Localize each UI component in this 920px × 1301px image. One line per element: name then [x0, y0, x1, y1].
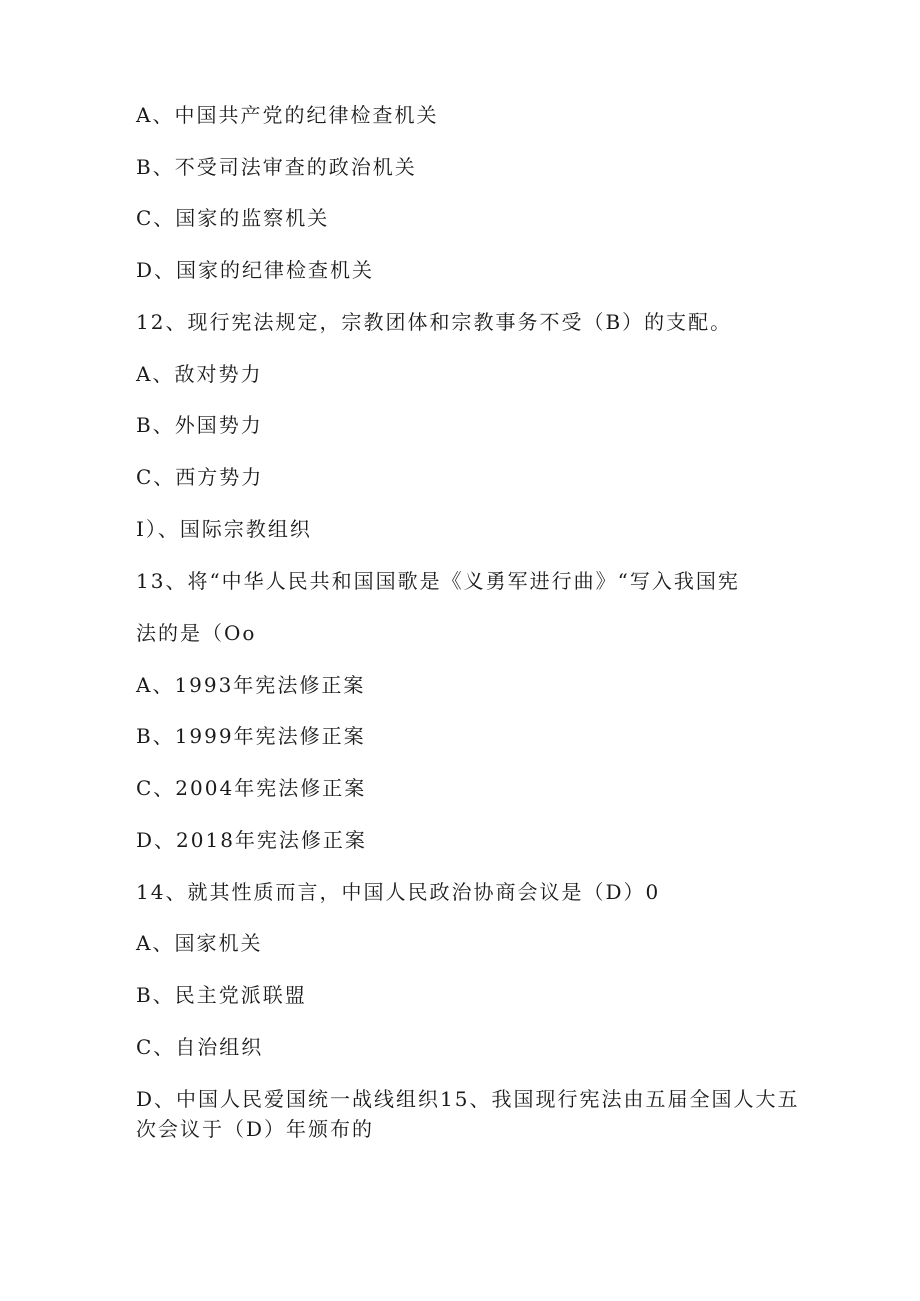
option-b-q13: B、1999年宪法修正案	[136, 724, 366, 748]
question-12: 12、现行宪法规定，宗教团体和宗教事务不受（B）的支配。	[136, 310, 733, 334]
option-c-q13: C、2004年宪法修正案	[136, 776, 367, 800]
option-a-q12: A、敌对势力	[136, 362, 263, 386]
option-a-q11: A、中国共产党的纪律检查机关	[136, 103, 439, 127]
question-15-line-2: 次会议于（D）年颁布的	[136, 1117, 375, 1141]
question-13-line-1: 13、将“中华人民共和国国歌是《义勇军进行曲》“写入我国宪	[136, 569, 740, 593]
option-d-q14-and-question-15: D、中国人民爱国统一战线组织15、我国现行宪法由五届全国人大五	[136, 1087, 800, 1111]
question-14: 14、就其性质而言，中国人民政治协商会议是（D）0	[136, 880, 661, 904]
option-c-q12: C、西方势力	[136, 465, 264, 489]
option-b-q11: B、不受司法审查的政治机关	[136, 155, 417, 179]
option-b-q12: B、外国势力	[136, 413, 263, 437]
option-c-q14: C、自治组织	[136, 1035, 264, 1059]
option-a-q13: A、1993年宪法修正案	[136, 673, 366, 697]
option-a-q14: A、国家机关	[136, 931, 263, 955]
question-13-line-2: 法的是（Oo	[136, 621, 257, 645]
option-b-q14: B、民主党派联盟	[136, 983, 307, 1007]
option-d-q12: I）、国际宗教组织	[136, 517, 312, 541]
option-d-q13: D、2018年宪法修正案	[136, 828, 367, 852]
option-c-q11: C、国家的监察机关	[136, 206, 330, 230]
option-d-q11: D、国家的纪律检查机关	[136, 258, 375, 282]
